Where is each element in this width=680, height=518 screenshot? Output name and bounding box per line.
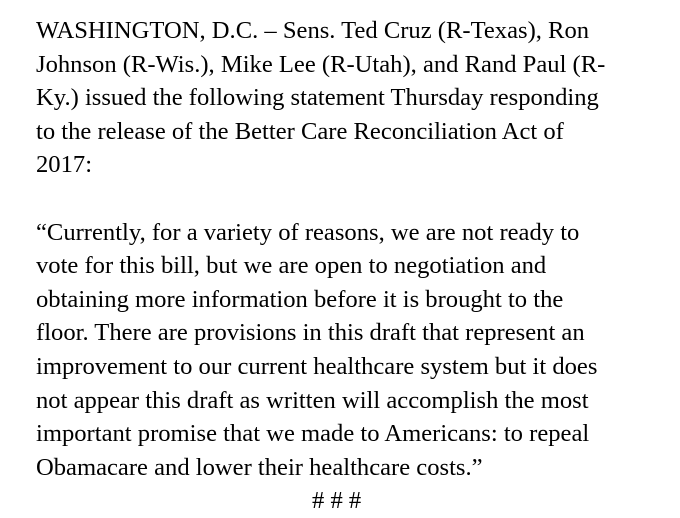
quote-line: improvement to our current healthcare system but it does: [36, 352, 598, 380]
end-of-release-mark: # # #: [312, 487, 362, 515]
quote-line: important promise that we made to Americans: to repeal: [36, 420, 590, 448]
quote-line: “Currently, for a variety of reasons, we are not ready to: [36, 218, 580, 246]
quote-line: obtaining more information before it is brought to the: [36, 285, 564, 313]
quote-line: floor. There are provisions in this draft that represent an: [36, 319, 585, 347]
intro-line: to the release of the Better Care Reconciliation Act of: [36, 117, 564, 145]
paragraph-gap: [36, 182, 656, 216]
quote-line: vote for this bill, but we are open to negotiation and: [36, 252, 547, 280]
intro-paragraph: [36, 14, 656, 182]
quote-line: Obamacare and lower their healthcare costs.”: [36, 453, 483, 481]
intro-line: Ky.) issued the following statement Thursday responding: [36, 84, 599, 112]
intro-line: Johnson (R-Wis.), Mike Lee (R-Utah), and Rand Paul (R-: [36, 50, 606, 78]
intro-line: WASHINGTON, D.C. – Sens. Ted Cruz (R-Texas), Ron: [36, 17, 590, 44]
press-release-text: [36, 14, 656, 518]
intro-line: 2017:: [36, 151, 93, 179]
quote-line: not appear this draft as written will accomplish the most: [36, 386, 589, 414]
statement-quote: [36, 216, 656, 485]
